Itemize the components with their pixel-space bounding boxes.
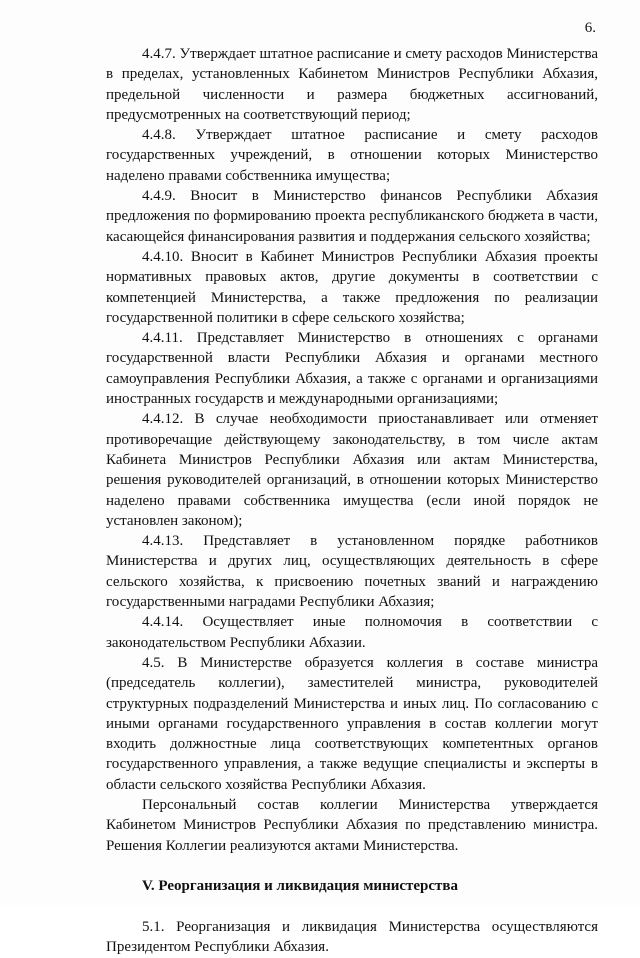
page-number: 6. bbox=[584, 20, 596, 36]
paragraph-4-5: 4.5. В Министерстве образуется коллегия в составе министра (председатель коллегии), заместителей министра, руководителей структурных подразделений Министерства и иных лиц. По согласованию с иными органами государственного управления в состав коллегии могут входить должностные лица соответствующих компетентных органов государственного управления, а также ведущие специалисты и эксперты в области сельского хозяйства Республики Абхазия. bbox=[106, 654, 598, 793]
paragraph-5-1: 5.1. Реорганизация и ликвидация Министерства осуществляются Президентом Республики Абхазия. bbox=[106, 919, 598, 956]
paragraph-4-4-10: 4.4.10. Вносит в Кабинет Министров Республики Абхазия проекты нормативных правовых актов, другие документы в соответствии с компетенцией Министерства, а также предложения по реализации государственной политики в сфере сельского хозяйства; bbox=[106, 248, 598, 326]
paragraph-4-4-12: 4.4.12. В случае необходимости приостанавливает или отменяет противоречащие действующему законодательству, в том числе актам Кабинета Министров Республики Абхазия или актам Министерства, решения руководителей организаций, в отношении которых Министерство наделено правами собственника имущества (если иной порядок не установлен законом); bbox=[106, 411, 598, 529]
document-body bbox=[106, 44, 598, 958]
paragraph-4-4-13: 4.4.13. Представляет в установленном порядке работников Министерства и других лиц, осуществляющих деятельность в сфере сельского хозяйства, к присвоению почетных званий и награждению государственными наградами Республики Абхазия; bbox=[106, 533, 598, 611]
paragraph-4-4-14: 4.4.14. Осуществляет иные полномочия в соответствии с законодательством Республики Абхазии. bbox=[106, 614, 598, 651]
paragraph-4-4-11: 4.4.11. Представляет Министерство в отношениях с органами государственной власти Республики Абхазия и органами местного самоуправления Республики Абхазия, а также с органами и организациями иностранных государств и международными организациями; bbox=[106, 330, 598, 408]
section-heading: V. Реорганизация и ликвидация министерства bbox=[142, 877, 459, 894]
paragraph-4-4-8: 4.4.8. Утверждает штатное расписание и смету расходов государственных учреждений, в отношении которых Министерство наделено правами собственника имущества; bbox=[106, 127, 598, 184]
paragraph-4-4-7: 4.4.7. Утверждает штатное расписание и смету расходов Министерства в пределах, установленных Кабинетом Министров Республики Абхазия, предельной численности и размера бюджетных ассигнований, предусмотренных на соответствующий период; bbox=[106, 46, 598, 123]
paragraph-collegium-composition: Персональный состав коллегии Министерства утверждается Кабинетом Министров Республики Абхазия по представлению министра. Решения Коллегии реализуются актами Министерства. bbox=[106, 796, 598, 854]
paragraph-4-4-9: 4.4.9. Вносит в Министерство финансов Республики Абхазия предложения по формированию проекта республиканского бюджета в части, касающейся финансирования развития и поддержания сельского хозяйства; bbox=[106, 188, 598, 245]
